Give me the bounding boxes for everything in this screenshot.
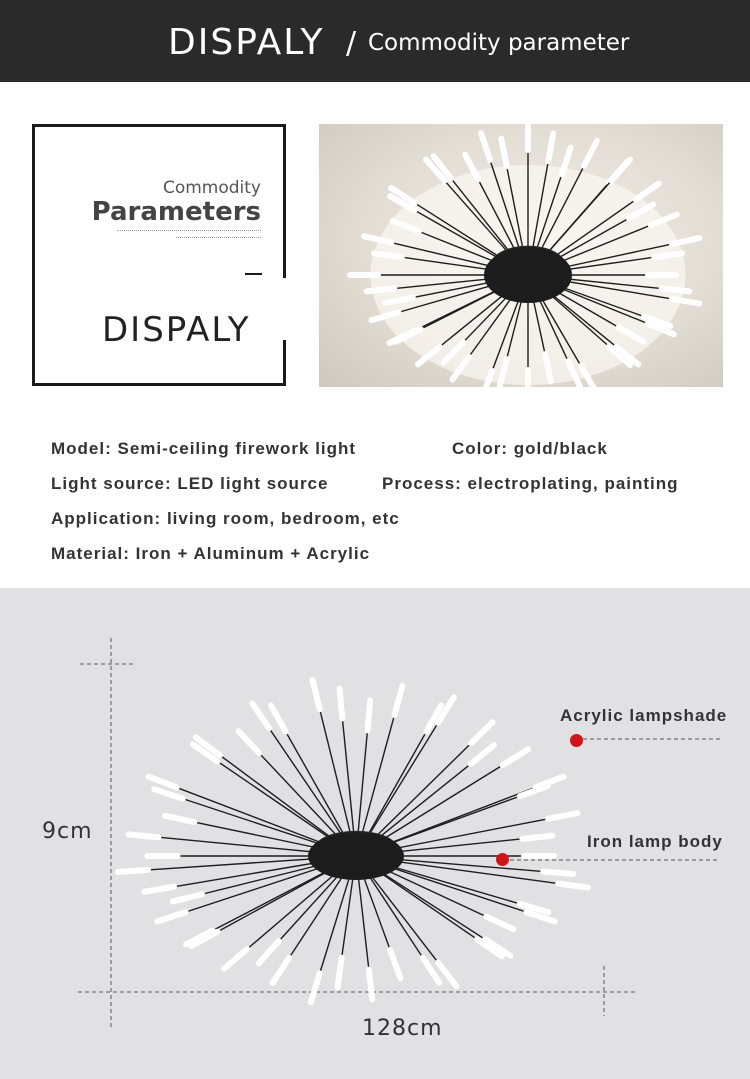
acrylic-shade (118, 870, 148, 872)
frame-dash (245, 273, 262, 275)
lamp-base (308, 832, 404, 880)
acrylic-shade (543, 872, 573, 874)
acrylic-shade (390, 950, 400, 978)
acrylic-shade (654, 253, 682, 257)
acrylic-shade (522, 836, 552, 839)
acrylic-shade (157, 912, 185, 921)
acrylic-shade (339, 688, 342, 718)
acrylic-shade (165, 816, 194, 822)
spec-light-source: Light source: LED light source (51, 474, 329, 493)
acrylic-shade (394, 686, 402, 715)
acrylic-shade (271, 706, 286, 732)
acrylic-shade (611, 160, 630, 181)
acrylic-shade (367, 289, 395, 292)
frame-gap (282, 278, 290, 340)
acrylic-shade (486, 917, 513, 930)
frame-decor-line (117, 230, 261, 232)
callout-dot-shade (570, 734, 583, 747)
header-banner (0, 0, 750, 82)
frame-decor-line-2 (176, 237, 261, 239)
diagram-lamp (118, 680, 588, 1002)
acrylic-shade (471, 722, 492, 743)
acrylic-shade (144, 887, 174, 892)
frame-display-text: DISPALY (102, 310, 251, 350)
header-separator: / (346, 26, 357, 61)
acrylic-shade (173, 894, 202, 901)
spec-application: Application: living room, bedroom, etc (51, 509, 400, 528)
acrylic-shade (374, 253, 402, 257)
height-label: 9cm (42, 819, 93, 844)
callout-acrylic-lampshade: Acrylic lampshade (560, 706, 728, 725)
acrylic-shade (224, 949, 247, 968)
spec-process: Process: electroplating, painting (382, 474, 679, 493)
lamp-photo-illustration (319, 124, 723, 387)
acrylic-shade (471, 745, 494, 764)
spec-material: Material: Iron + Aluminum + Acrylic (51, 544, 371, 563)
acrylic-shade (252, 703, 269, 728)
acrylic-shade (312, 680, 319, 709)
acrylic-shade (367, 700, 370, 730)
acrylic-shade (503, 749, 528, 765)
header-subtitle: Commodity parameter (368, 30, 630, 56)
frame-big-text: Parameters (91, 197, 261, 227)
acrylic-shade (501, 139, 506, 166)
acrylic-shade (548, 134, 553, 162)
acrylic-shade (548, 813, 577, 819)
acrylic-shade (149, 777, 177, 788)
acrylic-shade (584, 141, 597, 166)
acrylic-shade (128, 834, 158, 837)
spec-model: Model: Semi-ceiling firework light (51, 439, 357, 458)
photo-lamp (350, 124, 700, 387)
callout-dot-body (496, 853, 509, 866)
acrylic-shade (369, 970, 372, 1000)
acrylic-shade (311, 973, 320, 1002)
acrylic-shade (662, 289, 690, 292)
acrylic-shade (558, 884, 588, 888)
acrylic-shade (273, 958, 289, 983)
acrylic-shade (481, 133, 490, 160)
acrylic-shade (636, 184, 659, 200)
lamp-base (484, 247, 572, 303)
acrylic-shade (154, 789, 182, 798)
acrylic-shade (337, 958, 341, 988)
product-photo (319, 124, 723, 387)
acrylic-shade (259, 941, 279, 963)
callout-iron-lamp-body: Iron lamp body (587, 832, 723, 851)
acrylic-shade (239, 731, 260, 753)
frame-small-text: Commodity (162, 178, 261, 198)
header-title: DISPALY (168, 22, 325, 63)
width-label: 128cm (362, 1016, 443, 1041)
spec-color: Color: gold/black (452, 439, 608, 458)
